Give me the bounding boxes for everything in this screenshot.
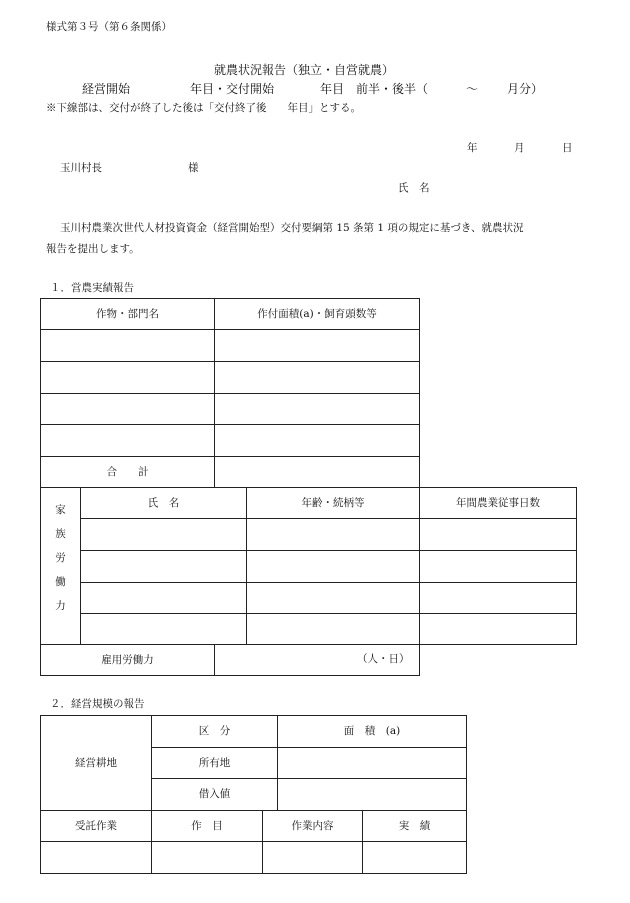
family-row-age[interactable] (247, 519, 419, 550)
side-char: 力 (55, 599, 66, 612)
land-area-header: 面 積 (a) (343, 725, 401, 738)
addressee-name: 玉川村長 (60, 162, 102, 174)
owned-land-area[interactable] (278, 748, 466, 778)
family-row-name[interactable] (81, 551, 246, 582)
contract-results-header: 実 績 (398, 819, 431, 832)
family-name-header: 氏 名 (147, 496, 180, 509)
family-labor-table (40, 487, 577, 645)
family-row-name[interactable] (81, 614, 246, 644)
side-char: 働 (55, 575, 66, 588)
family-row-name[interactable] (81, 519, 246, 550)
contract-row-crop[interactable] (152, 842, 262, 873)
hired-labor-row (40, 644, 420, 676)
crop-total-value[interactable] (215, 457, 419, 487)
family-days-header: 年間農業従事日数 (456, 496, 540, 509)
date-month: 月 (514, 142, 525, 154)
crop-row-area[interactable] (215, 330, 419, 361)
subtitle-tilde: 〜 (466, 82, 479, 96)
contract-row-blank[interactable] (41, 842, 151, 873)
contract-work-label: 受託作業 (75, 819, 117, 832)
form-title: 就農状況報告（独立・自営就農） (214, 63, 395, 77)
section1-heading: １．営農実績報告 (50, 282, 134, 294)
family-age-header: 年齢・続柄等 (301, 496, 365, 509)
date-year: 年 (467, 142, 478, 154)
crop-row-area[interactable] (215, 394, 419, 424)
family-row-age[interactable] (247, 583, 419, 613)
management-scale-table (40, 715, 467, 874)
date-day: 日 (562, 142, 573, 154)
crop-row-area[interactable] (215, 425, 419, 456)
rented-land-area[interactable] (278, 779, 466, 810)
underline-note: ※下線部は、交付が終了した後は「交付終了後 年目」とする。 (46, 102, 361, 114)
section2-heading: ２．経営規模の報告 (50, 698, 145, 710)
subtitle-half-year: 年目 前半・後半（ (320, 82, 429, 96)
addressee-honorific: 様 (188, 162, 199, 174)
crop-row-name[interactable] (41, 362, 214, 393)
family-row-age[interactable] (247, 551, 419, 582)
family-row-days[interactable] (420, 551, 576, 582)
form-number: 様式第３号（第６条関係） (46, 21, 172, 33)
side-char: 族 (55, 527, 66, 540)
subtitle-management-start: 経営開始 (82, 82, 131, 96)
owned-land-label: 所有地 (198, 756, 231, 769)
family-row-days[interactable] (420, 519, 576, 550)
family-row-name[interactable] (81, 583, 246, 613)
crop-table (40, 298, 420, 488)
family-row-days[interactable] (420, 614, 576, 644)
family-labor-side-label (41, 498, 80, 618)
crop-row-area[interactable] (215, 362, 419, 393)
hired-labor-input[interactable] (215, 645, 419, 675)
body-text-line1: 玉川村農業次世代人材投資資金（経営開始型）交付要綱第 15 条第 1 項の規定に基づき、就農状況 (60, 222, 524, 234)
rented-land-label: 借入値 (198, 788, 231, 801)
contract-work-content-header: 作業内容 (291, 819, 334, 832)
crop-name-header: 作物・部門名 (96, 307, 159, 320)
side-char: 家 (55, 503, 66, 516)
crop-row-name[interactable] (41, 425, 214, 456)
crop-row-name[interactable] (41, 330, 214, 361)
side-char: 労 (55, 551, 66, 564)
hired-labor-unit: （人・日） (357, 653, 410, 665)
hired-labor-label: 雇用労働力 (101, 653, 154, 666)
crop-row-name[interactable] (41, 394, 214, 424)
crop-total-label: 合 計 (106, 465, 149, 478)
subtitle-grant-start: 年目・交付開始 (190, 82, 275, 96)
family-row-days[interactable] (420, 583, 576, 613)
land-category-header: 区 分 (198, 725, 231, 738)
contract-row-content[interactable] (263, 842, 362, 873)
family-row-age[interactable] (247, 614, 419, 644)
contract-crop-header: 作 目 (191, 819, 223, 832)
crop-area-header: 作付面積(a)・飼育頭数等 (257, 307, 377, 320)
managed-farmland-label: 経営耕地 (75, 756, 117, 769)
subtitle-month: 月分） (507, 82, 544, 96)
body-text-line2: 報告を提出します。 (46, 243, 140, 255)
contract-row-results[interactable] (363, 842, 466, 873)
applicant-name-label: 氏 名 (398, 182, 430, 194)
